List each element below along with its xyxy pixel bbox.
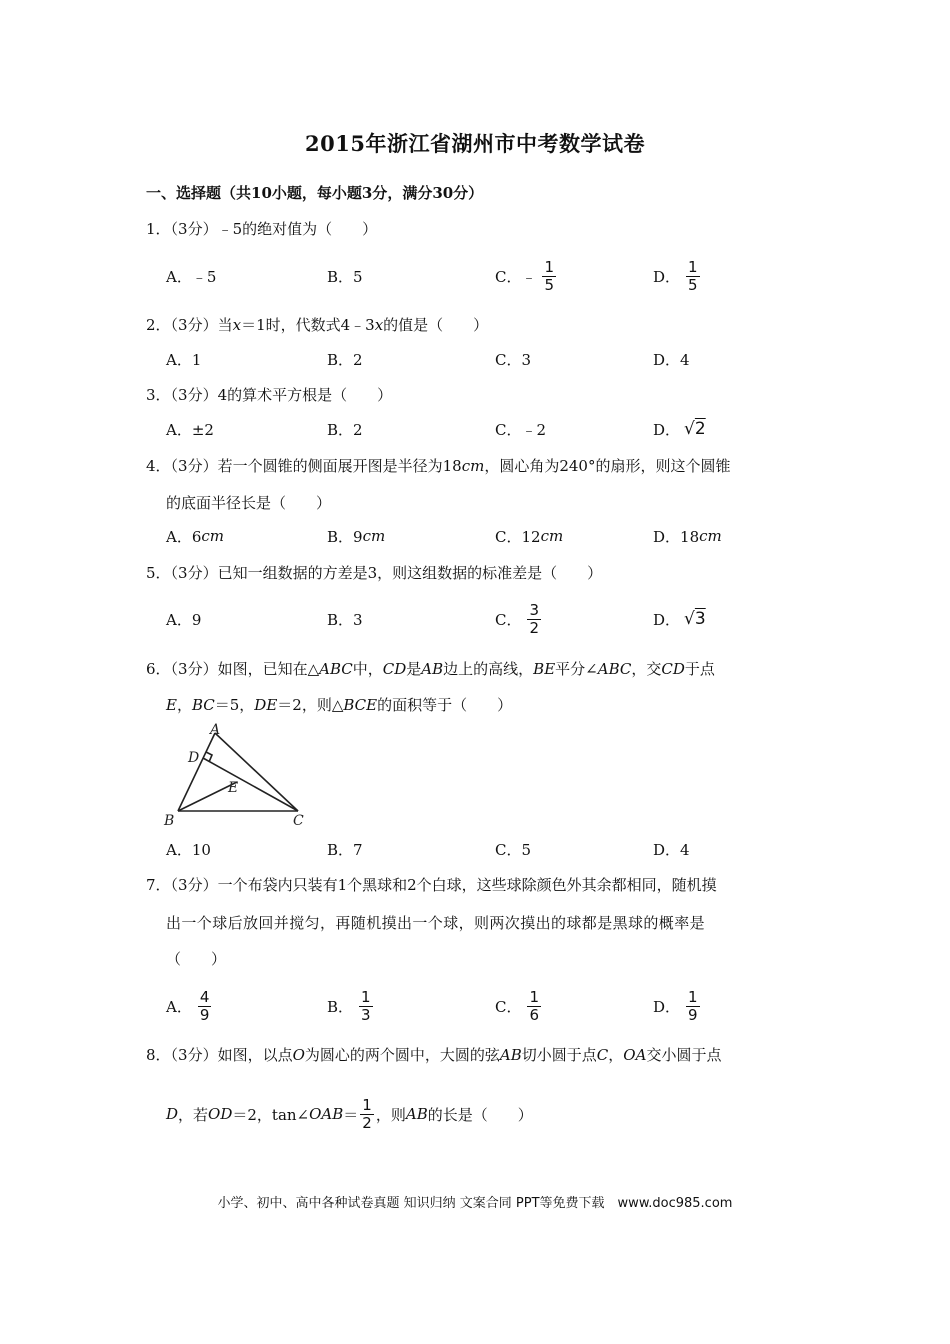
text: 4．（3分）若一个圆锥的侧面展开图是半径为18: [146, 457, 462, 475]
text: 中，: [352, 660, 383, 678]
variable: BC: [191, 696, 215, 714]
variable: BE: [533, 660, 556, 678]
text: 为圆心的两个圆中，大圆的弦: [304, 1046, 500, 1064]
option-c: C．5: [495, 840, 532, 859]
question-6-stem-line2: [166, 694, 512, 715]
option-a: [166, 986, 211, 1026]
variable: AB: [499, 1046, 522, 1064]
question-3-stem: 3．（3分）4的算术平方根是（ ）: [146, 386, 393, 404]
option-text: C．12: [495, 527, 541, 546]
numerator: 1: [529, 987, 540, 1006]
fraction: [359, 989, 373, 1024]
fraction: [527, 602, 541, 637]
question-7-stem-line2: 出一个球后放回并搅匀，再随机摸出一个球，则两次摸出的球都是黑球的概率是: [166, 914, 706, 932]
option-c: C．﹣2: [495, 420, 547, 439]
option-text: B．9: [327, 527, 363, 546]
question-7-stem: 7．（3分）一个布袋内只装有1个黑球和2个白球，这些球除颜色外其余都相同，随机摸: [146, 876, 717, 894]
question-7-options: [166, 986, 806, 1026]
question-6-options: [166, 829, 806, 869]
variable: D: [166, 1105, 179, 1123]
unit: cm: [362, 527, 386, 545]
denominator: 2: [362, 1113, 372, 1132]
denominator: 6: [529, 1005, 540, 1024]
question-8-stem: [146, 1044, 721, 1065]
label-e: E: [228, 780, 239, 796]
variable: x: [232, 316, 242, 334]
option-b: B．2: [327, 420, 363, 439]
question-6-stem: [146, 658, 715, 679]
denominator: 5: [544, 275, 555, 294]
label-a: A: [210, 722, 221, 738]
text: 的面积等于（ ）: [377, 696, 513, 714]
text: 的值是（ ）: [383, 316, 489, 334]
numerator: 1: [544, 257, 555, 276]
denominator: 3: [361, 1005, 371, 1024]
question-7-stem-line3: （ ）: [166, 950, 227, 968]
denominator: 9: [199, 1005, 210, 1024]
option-c: [495, 986, 541, 1026]
option-c: C．3: [495, 350, 532, 369]
text: ，交: [631, 660, 662, 678]
variable: E: [166, 696, 177, 714]
text: 的长是（ ）: [427, 1105, 533, 1124]
option-text: D．18: [653, 527, 700, 546]
numerator: 4: [199, 987, 210, 1006]
variable: CD: [382, 660, 407, 678]
text: 平分∠: [555, 660, 598, 678]
text: ＝2，则△: [277, 696, 344, 714]
variable: BCE: [343, 696, 378, 714]
edge-ab: [178, 733, 215, 811]
text: ＝2，tan∠: [232, 1105, 310, 1124]
numerator: 1: [688, 257, 698, 276]
option-d: [653, 986, 700, 1026]
variable: ABC: [319, 660, 353, 678]
option-a: A．﹣5: [166, 267, 217, 286]
option-d: [653, 409, 706, 449]
numerator: 1: [688, 987, 698, 1006]
radicand: 2: [694, 419, 706, 439]
option-label: D．: [653, 267, 681, 286]
option-a: A．10: [166, 840, 211, 859]
option-text: A．6: [166, 527, 202, 546]
question-5-options: [166, 599, 806, 639]
option-label: C．: [495, 610, 522, 629]
radicand: 3: [694, 609, 706, 629]
square-root: √3: [684, 609, 706, 629]
square-root: √2: [684, 419, 706, 439]
variable: OA: [623, 1046, 647, 1064]
fraction: [198, 989, 212, 1024]
question-1-stem: 1．（3分）﹣5的绝对值为（ ）: [146, 220, 378, 238]
option-b: B．7: [327, 840, 363, 859]
denominator: 5: [688, 275, 698, 294]
text: 是: [406, 660, 422, 678]
numerator: 1: [362, 1095, 372, 1114]
option-label: B．: [327, 997, 354, 1016]
unit: cm: [461, 457, 485, 475]
variable: OD: [208, 1105, 233, 1123]
question-4-stem: [146, 455, 730, 476]
variable: DE: [254, 696, 278, 714]
option-a: A．9: [166, 610, 202, 629]
option-b: [327, 516, 385, 556]
text: ，圆心角为240°的扇形，则这个圆锥: [484, 457, 731, 475]
option-b: B．5: [327, 267, 363, 286]
option-label: D．: [653, 610, 681, 629]
variable: CD: [661, 660, 685, 678]
question-5-stem: 5．（3分）已知一组数据的方差是3，则这组数据的标准差是（ ）: [146, 564, 603, 582]
fraction: [542, 259, 556, 294]
variable: AB: [405, 1105, 428, 1123]
text: ＝5，: [214, 696, 255, 714]
option-c: [495, 516, 563, 556]
text: 2．（3分）当: [146, 316, 233, 334]
page-title: 2015年浙江省湖州市中考数学试卷: [305, 131, 645, 156]
option-a: A．1: [166, 350, 202, 369]
question-4-stem-line2: 的底面半径长是（ ）: [166, 494, 332, 512]
option-label: C．: [495, 997, 522, 1016]
option-d: D．4: [653, 840, 690, 859]
label-d: D: [188, 750, 200, 766]
option-d: [653, 516, 722, 556]
option-d: D．4: [653, 350, 690, 369]
question-4-options: [166, 516, 806, 556]
option-b: [327, 986, 373, 1026]
triangle-figure: [160, 722, 310, 832]
option-label: D．: [653, 420, 681, 439]
option-label: A．: [166, 997, 192, 1016]
unit: cm: [540, 527, 564, 545]
option-d: [653, 256, 700, 296]
option-a: A．±2: [166, 420, 214, 439]
variable: x: [374, 316, 384, 334]
text: 于点: [684, 660, 715, 678]
question-1-options: [166, 256, 806, 296]
numerator: 1: [361, 987, 371, 1006]
text: ，: [176, 696, 192, 714]
text: 6．（3分）如图，已知在△: [146, 660, 320, 678]
fraction: [527, 989, 541, 1024]
option-label: C．﹣: [495, 267, 537, 286]
unit: cm: [201, 527, 225, 545]
question-2-options: [166, 339, 806, 379]
option-a: [166, 516, 224, 556]
variable: C: [596, 1046, 609, 1064]
option-d: [653, 599, 706, 639]
text: ，则: [375, 1105, 406, 1124]
text: ＝1时，代数式4﹣3: [241, 316, 375, 334]
option-label: D．: [653, 997, 681, 1016]
numerator: 3: [529, 600, 540, 619]
fraction: [686, 989, 700, 1024]
variable: ABC: [597, 660, 632, 678]
variable: O: [292, 1046, 305, 1064]
variable: AB: [421, 660, 444, 678]
text: ，: [608, 1046, 624, 1064]
text: 切小圆于点: [521, 1046, 597, 1064]
option-c: [495, 256, 556, 296]
footer-banner: 小学、初中、高中各种试卷真题 知识归纳 文案合同 PPT等免费下载 www.doc985.com: [217, 1196, 733, 1211]
option-c: [495, 599, 541, 639]
option-b: B．2: [327, 350, 363, 369]
text: ＝: [343, 1105, 359, 1124]
text: ，若: [178, 1105, 209, 1124]
label-b: B: [164, 813, 175, 829]
question-8-stem-line2: [166, 1094, 533, 1134]
text: 8．（3分）如图，以点: [146, 1046, 293, 1064]
denominator: 2: [529, 618, 540, 637]
question-2-stem: [146, 314, 488, 335]
text: 边上的高线，: [443, 660, 534, 678]
fraction: [686, 259, 700, 294]
denominator: 9: [688, 1005, 698, 1024]
option-b: B．3: [327, 610, 363, 629]
text: 交小圆于点: [646, 1046, 722, 1064]
section-heading: 一、选择题（共10小题，每小题3分，满分30分）: [146, 184, 484, 202]
variable: OAB: [309, 1105, 344, 1123]
label-c: C: [293, 813, 304, 829]
fraction: [360, 1097, 374, 1132]
question-3-options: [166, 409, 806, 449]
unit: cm: [699, 527, 722, 545]
